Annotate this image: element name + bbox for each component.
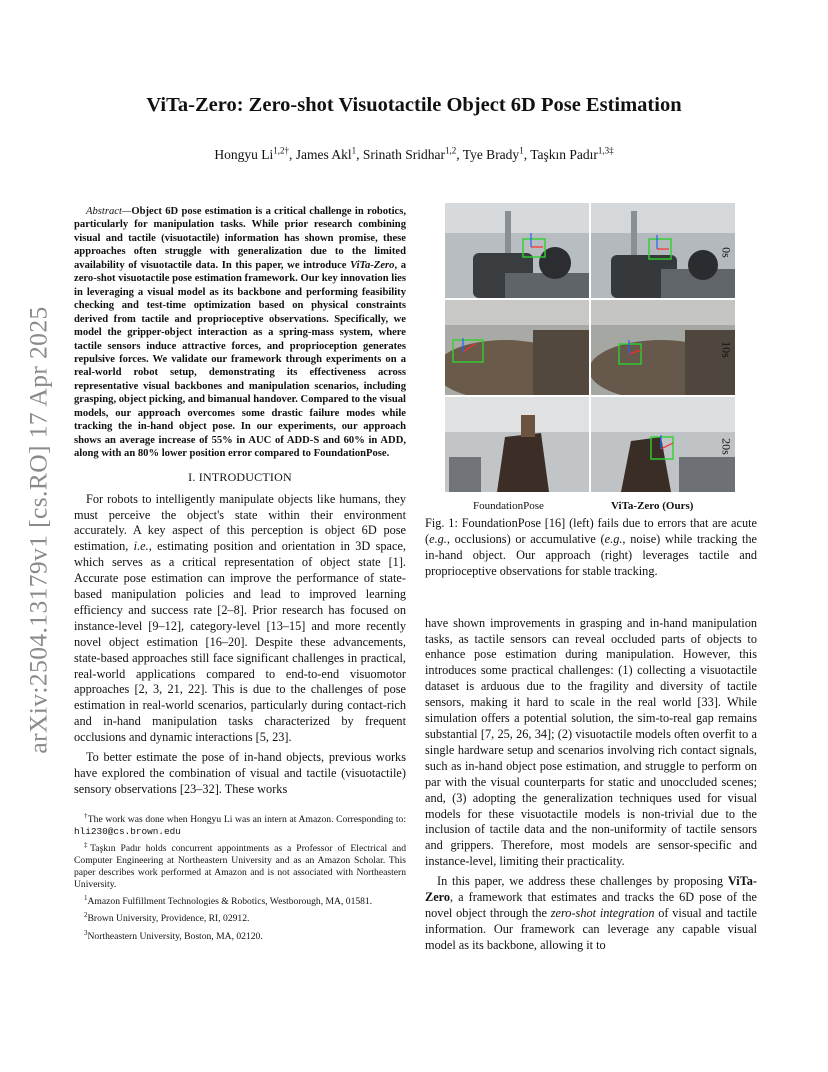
frame-foundationpose-20s: [445, 397, 589, 492]
time-label-0s: 0s: [719, 247, 734, 258]
arxiv-stamp: [14, 285, 64, 775]
section-heading-introduction: I. INTRODUCTION: [188, 469, 292, 484]
column-label-foundationpose: FoundationPose: [473, 500, 544, 512]
paragraph: have shown improvements in grasping and in-hand manipulation tasks, as tactile sensors can reveal occluded parts of objects to enhance pose estimation during manipulation. However, this introduces some practical challenges: (1) collecting a visuotactile dataset is arduous due to the fragility and diversity of tactile sensors, making it hard to scale in the real world [33]. While simulation offers a potential solution, the sim-to-real gap remains substantial [7, 25, 26, 34]; (2) visuotactile models often overfit to a single hardware setup and scenarios involving rich contact signals, such as in-hand object pose estimation, and struggle to perform on par with the visual counterparts for static and unoccluded scenes; and, (3) adopting the generalization techniques used for visual models for these visuotactile models is non-trivial due to the inclusion of tactile data and the non-uniformity of tactile sensors and grippers. Therefore, most models are sensor-specific and instance-level, limiting their practicality.: [425, 615, 757, 869]
paragraph: For robots to intelligently manipulate objects like humans, they must perceive the object's state within their environment accurately. A key aspect of this perception is object 6D pose estimation, i.e., estimating position and orientation in 3D space, which serves as a critical representation of object state [1]. Accurate pose estimation can improve the performance of state-based manipulation policies and lead to improved learning efficiency and success rate [2–8]. Prior research has focused on instance-level [9–12], category-level [13–15] and more recently novel object estimation [16–20]. Despite these advancements, state-based approaches still face significant challenges in practical, real-world applications compared to end-to-end visuomotor approaches [2, 3, 21, 22]. This is due to the challenges of pose estimation in real-world scenarios, particularly during contact-rich and in-hand manipulation tasks characterized by frequent occlusions and dynamic interactions [5, 23].: [74, 491, 406, 745]
time-label-10s: 10s: [719, 341, 734, 358]
right-column-body: [425, 616, 757, 954]
arxiv-stamp-text: arXiv:2504.13179v1 [cs.RO] 17 Apr 2025: [24, 306, 53, 754]
frame-foundationpose-0s: [445, 203, 589, 298]
footnotes: [74, 810, 406, 943]
author: Hongyu $Li^{1,2\dagger}$,: [214, 145, 296, 162]
author-list: [72, 145, 756, 163]
figure-image-grid: [445, 203, 735, 488]
paper-title: ViTa-Zero: Zero-shot Visuotactile Object 6D Pose Estimation: [146, 94, 682, 116]
author: Taşkın Padır$^{1,3\ddagger}$: [530, 145, 614, 162]
figure-1: [425, 200, 757, 512]
introduction-body: [74, 492, 406, 798]
author: Tye Brady$^1$,: [462, 145, 531, 162]
footnote: $^1$Amazon Fulfillment Technologies & Robotics, Westborough, MA, 01581.: [84, 894, 373, 908]
left-column: [74, 205, 406, 944]
frame-vitazero-10s: [591, 300, 735, 395]
footnote: ‡Taşkın Padır holds concurrent appointments as a Professor of Electrical and Computer Engineering at Northeastern University and as an Amazon Scholar. This paper describes work performed at Amazon and is not associated with Northeastern University.: [74, 841, 407, 891]
paragraph: In this paper, we address these challenges by proposing ViTa-Zero, a framework that estimates and tracks the 6D pose of the novel object through the zero-shot integration of visual and tactile information. Our framework can leverage any capable visual model as its backbone, allowing it to: [425, 874, 757, 952]
footnote: $^2$Brown University, Providence, RI, 02912.: [84, 911, 250, 925]
email-link[interactable]: hli230@cs.brown.edu: [74, 826, 181, 838]
author: Srinath Sridhar$^{1,2}$,: [362, 145, 463, 162]
time-label-20s: 20s: [719, 438, 734, 455]
paragraph: To better estimate the pose of in-hand objects, previous works have explored the combination of visual and tactile (visuotactile) sensory observations [23–32]. These works: [74, 750, 406, 796]
frame-foundationpose-10s: [445, 300, 589, 395]
column-label-vitazero: ViTa-Zero (Ours): [611, 500, 694, 512]
author: James Akl$^1$,: [295, 145, 363, 162]
figure-caption: Fig. 1: FoundationPose [16] (left) fails due to errors that are acute (e.g., occlusions) or accumulative (e.g., noise) while tracking the in-hand object. Our approach (right) leverages tactile and proprioceptive observations for stable tracking.: [425, 516, 757, 578]
footnote: †The work was done when Hongyu Li was an intern at Amazon. Corresponding to: hli230@cs.brown.edu: [74, 811, 406, 838]
frame-vitazero-20s: [591, 397, 735, 492]
frame-vitazero-0s: [591, 203, 735, 298]
abstract: Abstract—Object 6D pose estimation is a critical challenge in robotics, particularly for manipulation tasks. While prior research combining visual and tactile (visuotactile) information has shown promise, these approaches often struggle with generalization due to the limited availability of visuotactile data. In this paper, we introduce ViTa-Zero, a zero-shot visuotactile pose estimation framework. Our key innovation lies in leveraging a visual model as its backbone and performing feasibility checking and test-time optimization based on physical constraints derived from tactile and proprioceptive observations. Specifically, we model the gripper-object interaction as a spring-mass system, where tactile sensors induce attractive forces, and proprioception generates repulsive forces. We validate our framework through experiments on a real-world robot setup, demonstrating its effectiveness across representative visual backbones and manipulation scenarios, including grasping, object picking, and bimanual handover. Compared to the visual models, our approach overcomes some drastic failure modes while tracking the in-hand object pose. In our experiments, our approach shows an average increase of 55% in AUC of ADD-S and 60% in ADD, along with an 80% lower position error compared to FoundationPose.: [74, 206, 407, 460]
right-column: [425, 200, 757, 954]
footnote: $^3$Northeastern University, Boston, MA, 02120.: [84, 928, 263, 942]
